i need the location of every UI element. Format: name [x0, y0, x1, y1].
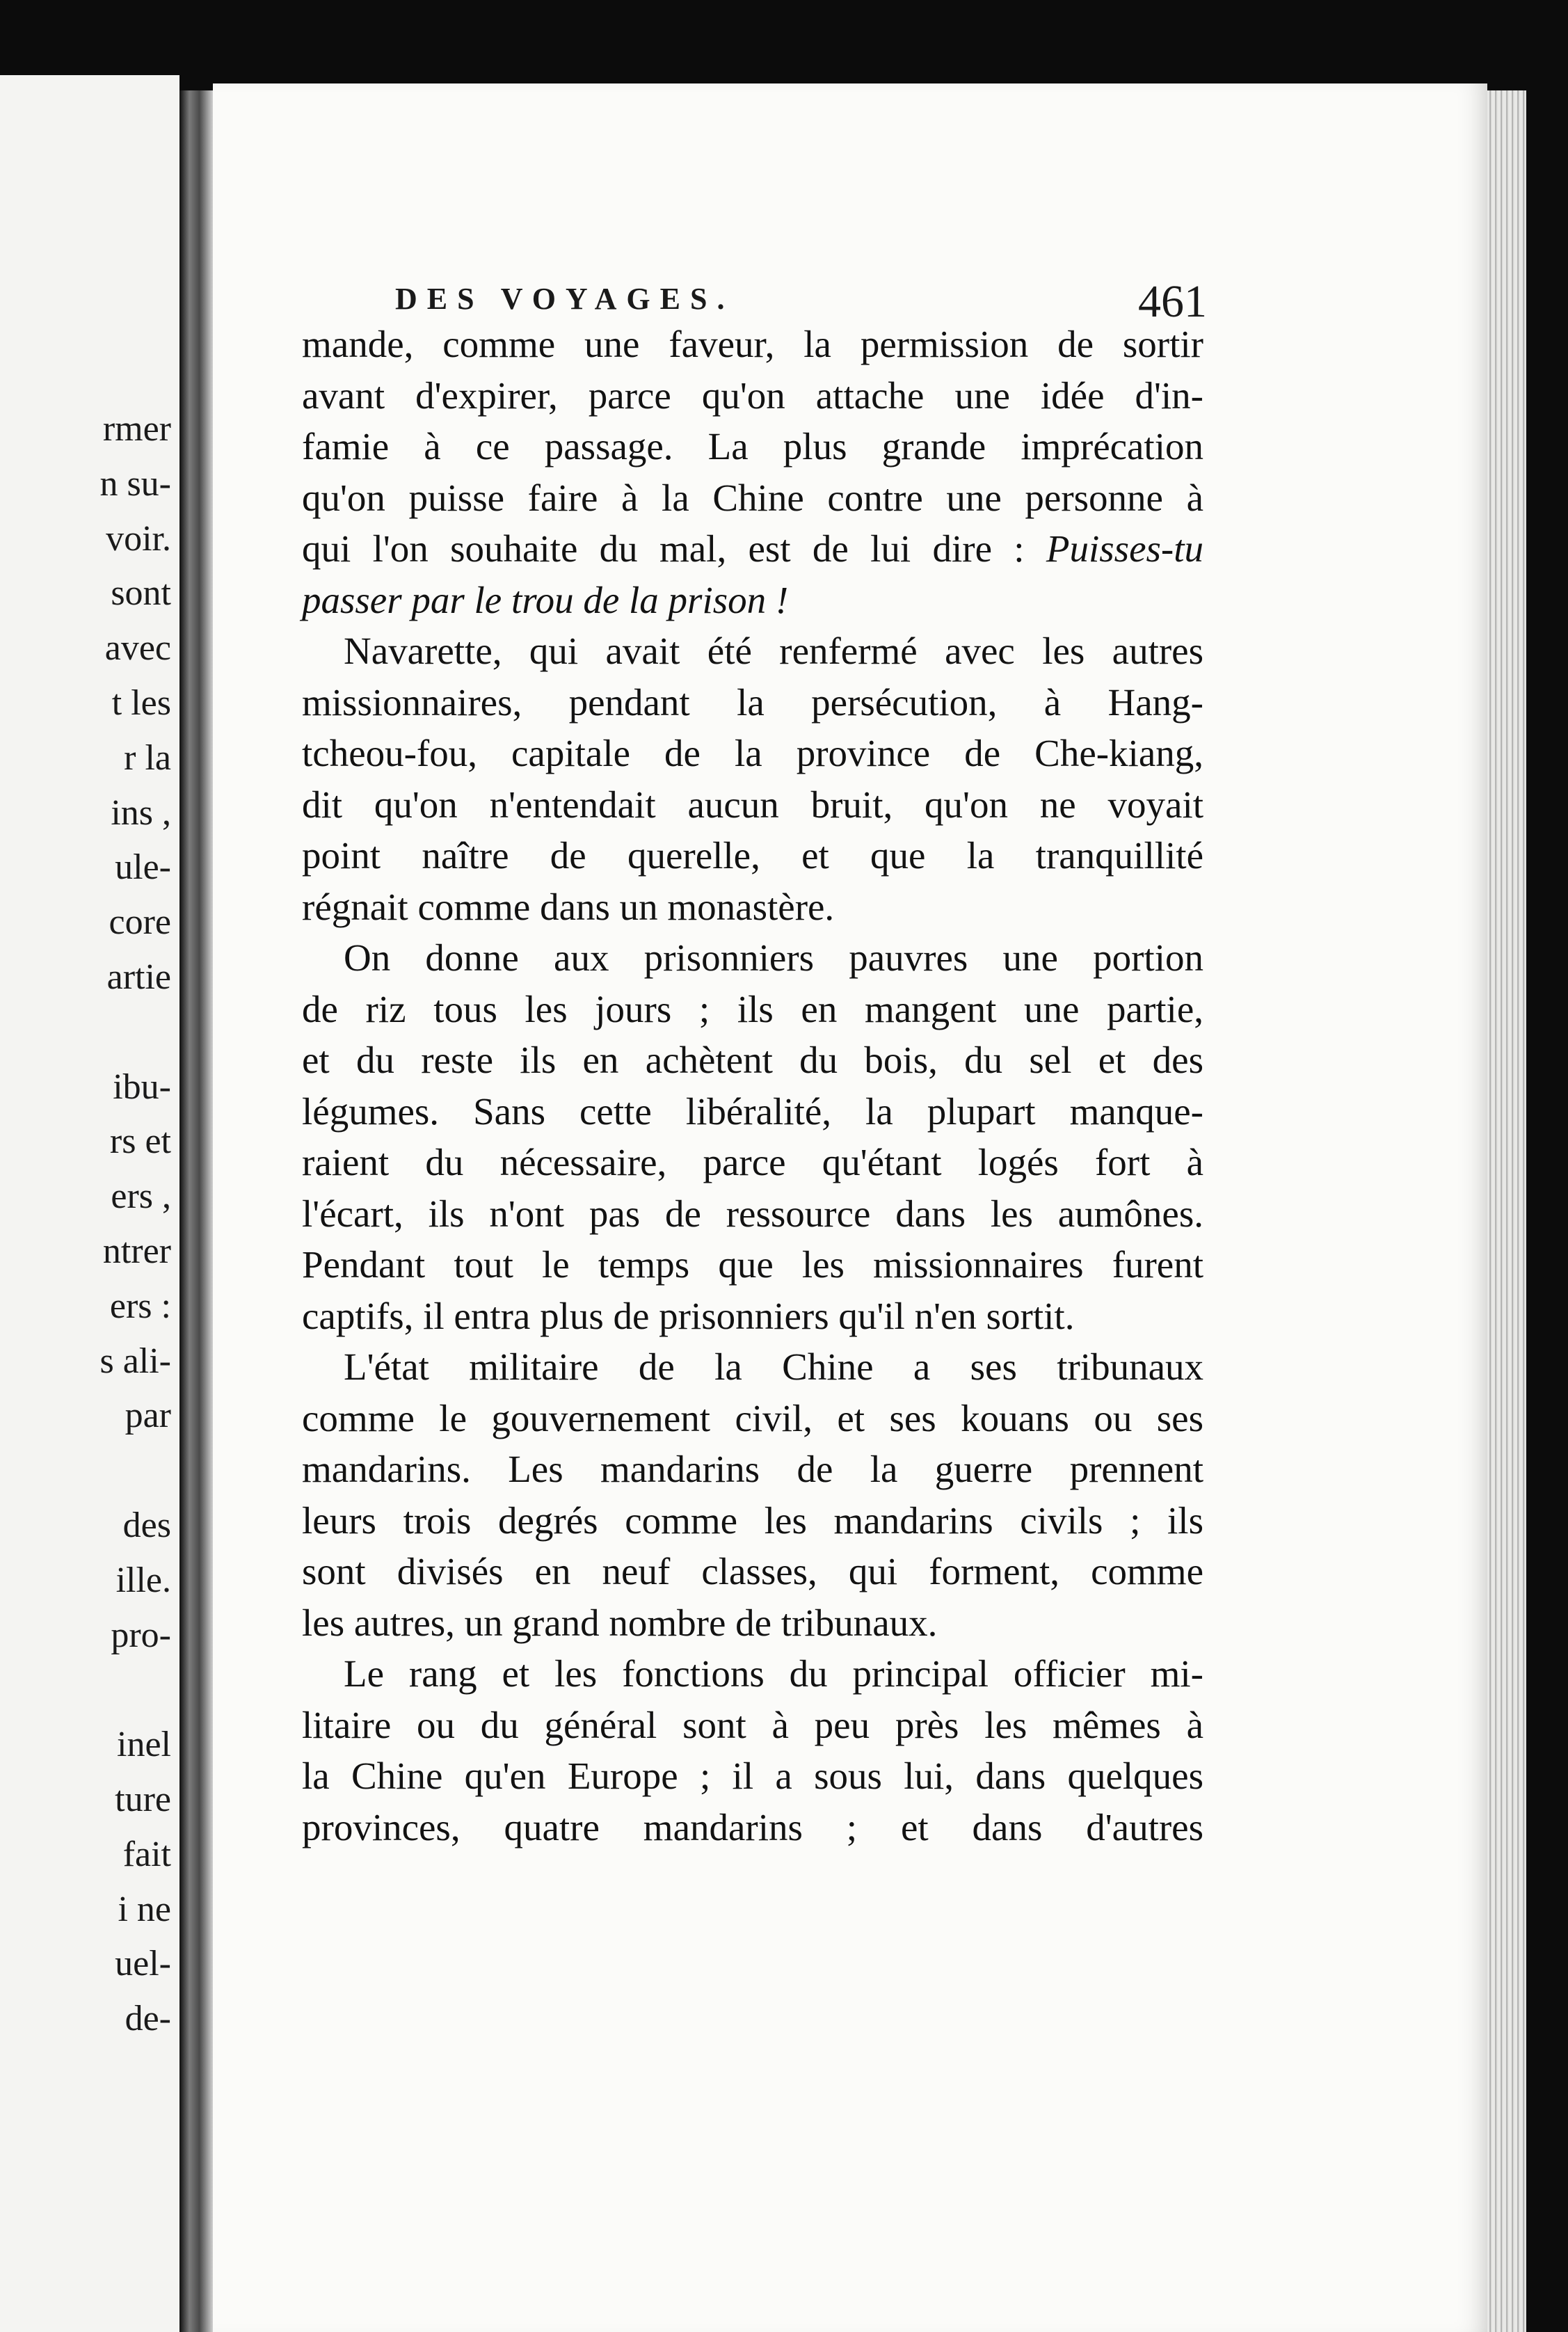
text-line — [302, 1341, 1203, 1393]
text-line — [302, 677, 1203, 728]
text-line-roman: famie à ce passage. La plus grande imprécation — [302, 425, 1203, 468]
left-page — [0, 75, 179, 2332]
left-page-text-fragments — [4, 402, 171, 2047]
text-line-roman: Navarette, qui avait été renfermé avec les autres — [344, 630, 1203, 672]
text-line-roman: de riz tous les jours ; ils en mangent une partie, — [302, 987, 1203, 1030]
text-line — [302, 1291, 1203, 1342]
left-fragment-line: rs et — [109, 1121, 171, 1162]
left-fragment-line: de- — [125, 1999, 171, 2039]
text-line — [302, 1444, 1203, 1495]
left-fragment-line: ture — [115, 1779, 171, 1819]
text-line-italic: passer par le trou de la prison ! — [302, 578, 789, 621]
left-fragment-line: r la — [124, 737, 171, 778]
text-line-roman: légumes. Sans cette libéralité, la plupart manque- — [302, 1089, 1203, 1133]
text-line-roman: mande, comme une faveur, la permission de sortir — [302, 323, 1203, 365]
text-line-roman: qui l'on souhaite du mal, est de lui dire : — [302, 527, 1025, 570]
scan-background — [1526, 0, 1568, 2332]
text-line — [302, 779, 1203, 831]
text-line-roman: dit qu'on n'entendait aucun bruit, qu'on ne voyait — [302, 783, 1203, 826]
left-fragment-line: voir. — [106, 518, 171, 559]
left-fragment-line: ers , — [111, 1176, 171, 1217]
text-line — [302, 1188, 1203, 1240]
text-line-roman: leurs trois degrés comme les mandarins civils ; ils — [302, 1499, 1203, 1542]
left-fragment-line: ule- — [115, 847, 171, 888]
running-header: DES VOYAGES. — [395, 282, 735, 316]
left-fragment-line: rmer — [102, 409, 171, 449]
text-line — [302, 575, 1203, 626]
text-line — [302, 1035, 1203, 1086]
text-line — [302, 1802, 1203, 1853]
left-fragment-line: uel- — [115, 1944, 171, 1984]
text-line-roman: les autres, un grand nombre de tribunaux. — [302, 1601, 938, 1644]
text-line-roman: tcheou-fou, capitale de la province de Che-kiang, — [302, 732, 1203, 774]
text-line-roman: Pendant tout le temps que les missionnaires furent — [302, 1243, 1203, 1286]
text-line-roman: l'écart, ils n'ont pas de ressource dans les aumônes. — [302, 1192, 1203, 1235]
left-fragment-line: ibu- — [113, 1067, 171, 1107]
text-line-roman: litaire ou du général sont à peu près les mêmes à — [302, 1703, 1203, 1746]
left-fragment-line: par — [125, 1396, 171, 1436]
text-line — [302, 319, 1203, 370]
left-fragment-line: sont — [111, 573, 171, 614]
text-line-roman: missionnaires, pendant la persécution, à Hang- — [302, 680, 1203, 724]
text-line-roman: sont divisés en neuf classes, qui forment, comme — [302, 1550, 1203, 1592]
left-fragment-line: des — [122, 1505, 171, 1545]
text-line — [302, 932, 1203, 984]
page-edges — [1487, 90, 1526, 2332]
text-line — [302, 421, 1203, 472]
text-line-italic: Puisses-tu — [1046, 527, 1204, 570]
left-fragment-line: core — [109, 902, 171, 943]
left-fragment-line: fait — [122, 1834, 171, 1874]
text-line — [302, 625, 1203, 677]
book-gutter — [179, 90, 213, 2332]
body-text — [302, 319, 1203, 1853]
text-line-roman: captifs, il entra plus de prisonniers qu'il n'en sortit. — [302, 1294, 1075, 1337]
left-fragment-line — [4, 1444, 171, 1499]
left-fragment-line: avec — [104, 628, 171, 669]
text-line-roman: qu'on puisse faire à la Chine contre une personne à — [302, 476, 1203, 519]
text-line — [302, 830, 1203, 881]
page-number: 461 — [1138, 276, 1207, 327]
text-line-roman: point naître de querelle, et que la tranquillité — [302, 834, 1203, 877]
text-line-roman: et du reste ils en achètent du bois, du sel et des — [302, 1039, 1203, 1081]
left-fragment-line — [4, 1005, 171, 1060]
text-line-roman: la Chine qu'en Europe ; il a sous lui, dans quelques — [302, 1755, 1203, 1797]
text-line-roman: provinces, quatre mandarins ; et dans d'autres — [302, 1805, 1203, 1848]
text-line — [302, 984, 1203, 1035]
text-line-roman: Le rang et les fonctions du principal officier mi- — [344, 1652, 1203, 1695]
text-line — [302, 523, 1203, 575]
left-fragment-line: n su- — [99, 463, 171, 504]
left-fragment-line: i ne — [118, 1889, 171, 1929]
text-line — [302, 370, 1203, 422]
left-fragment-line: artie — [106, 957, 171, 997]
text-line — [302, 1597, 1203, 1649]
text-line — [302, 881, 1203, 933]
left-fragment-line: ins , — [111, 792, 171, 833]
left-fragment-line: inel — [117, 1725, 171, 1765]
text-line — [302, 1086, 1203, 1137]
text-line — [302, 1137, 1203, 1188]
left-fragment-line: ntrer — [102, 1231, 171, 1271]
left-fragment-line: ers : — [109, 1286, 171, 1326]
text-line-roman: mandarins. Les mandarins de la guerre prennent — [302, 1448, 1203, 1490]
text-line — [302, 1546, 1203, 1597]
text-line-roman: raient du nécessaire, parce qu'étant logés fort à — [302, 1141, 1203, 1183]
text-line — [302, 1495, 1203, 1547]
text-line — [302, 1393, 1203, 1444]
text-line — [302, 1750, 1203, 1802]
left-fragment-line: s ali- — [99, 1341, 171, 1381]
text-line-roman: comme le gouvernement civil, et ses kouans ou ses — [302, 1396, 1203, 1439]
text-line — [302, 472, 1203, 524]
text-line-roman: L'état militaire de la Chine a ses tribunaux — [344, 1345, 1203, 1388]
left-fragment-line — [4, 1663, 171, 1718]
text-line-roman: avant d'expirer, parce qu'on attache une idée d'in- — [302, 374, 1203, 417]
left-fragment-line: pro- — [111, 1615, 171, 1655]
text-line — [302, 1239, 1203, 1291]
text-line-roman: On donne aux prisonniers pauvres une portion — [344, 936, 1203, 979]
left-fragment-line: ille. — [115, 1560, 171, 1600]
text-line — [302, 728, 1203, 779]
text-line-roman: régnait comme dans un monastère. — [302, 885, 835, 928]
text-line — [302, 1648, 1203, 1700]
left-fragment-line: t les — [111, 682, 171, 723]
text-line — [302, 1700, 1203, 1751]
